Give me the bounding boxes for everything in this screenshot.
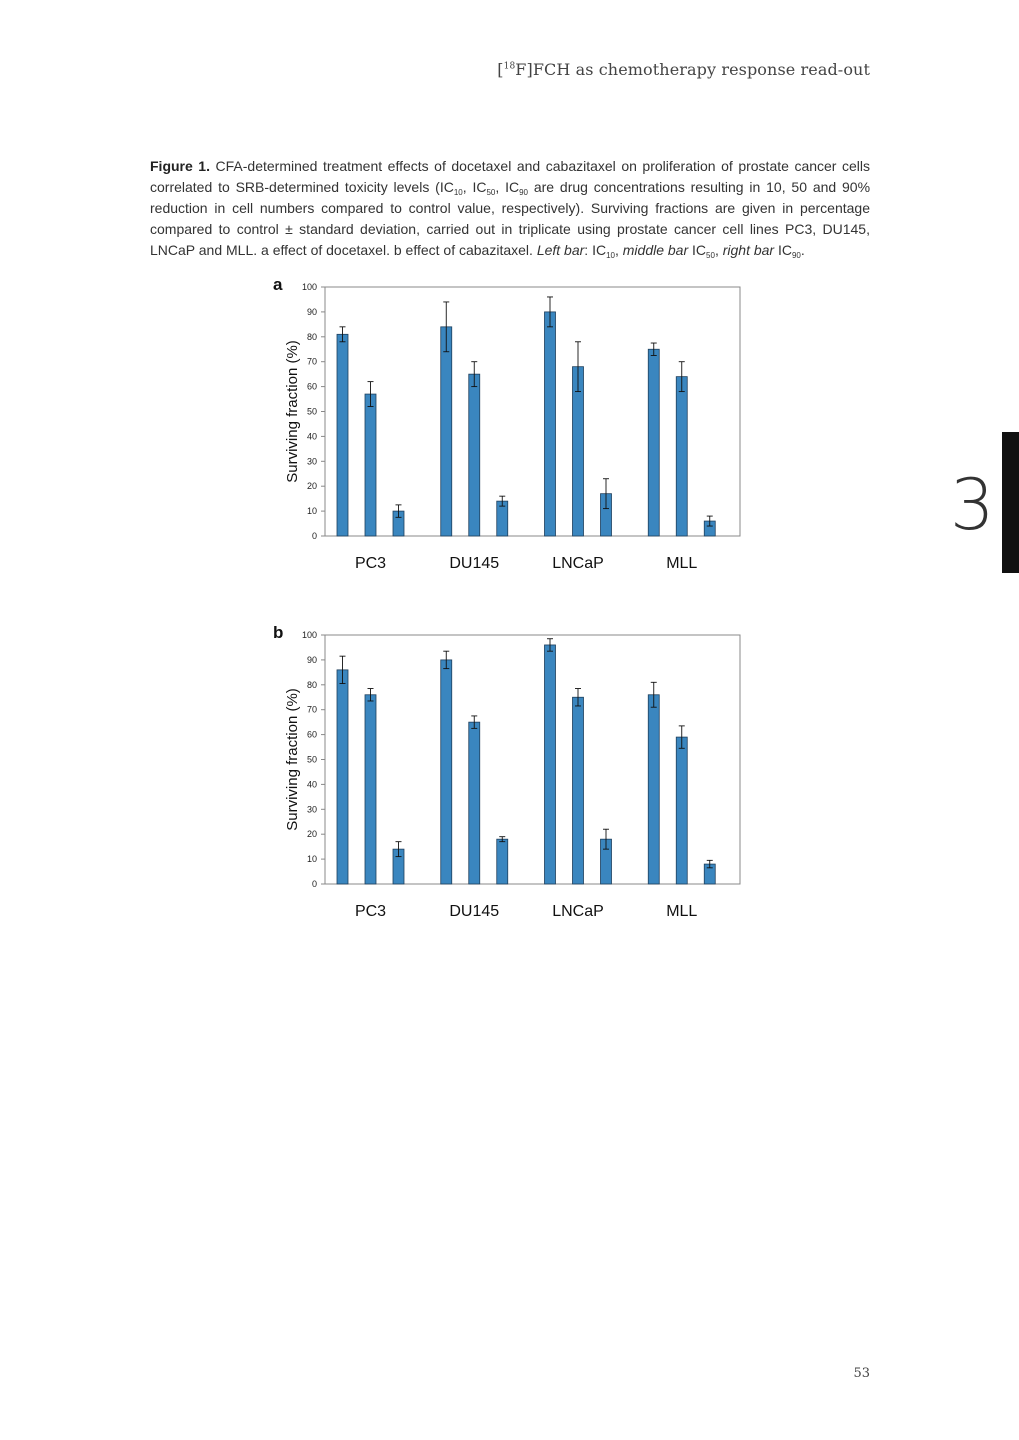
y-tick-label: 0 xyxy=(311,879,317,889)
y-tick-label: 70 xyxy=(306,356,317,367)
bar xyxy=(441,660,452,884)
caption-sep-1: , IC xyxy=(462,179,487,195)
y-tick-label: 50 xyxy=(306,754,317,765)
caption-text-7: IC xyxy=(774,242,792,258)
caption-text-3: : IC xyxy=(584,242,607,258)
y-tick-label: 20 xyxy=(306,481,317,492)
y-tick-label: 100 xyxy=(301,282,317,292)
running-header-superscript: 18 xyxy=(503,61,516,72)
chapter-tab xyxy=(1002,432,1019,573)
bar xyxy=(676,377,687,536)
y-axis-label: Surviving fraction (%) xyxy=(284,340,301,483)
chapter-number: 3 xyxy=(950,464,995,546)
y-tick-label: 90 xyxy=(306,306,317,317)
caption-middle-bar: middle bar xyxy=(622,242,689,258)
figure-caption xyxy=(150,156,870,261)
caption-text-1: CFA-determined treatment effects of docetaxel and cabazitaxel on proliferation of prostate cancer cells correlated to SRB-determined toxicity levels (IC xyxy=(150,158,870,195)
caption-sub-3: 90 xyxy=(519,188,529,197)
bar xyxy=(676,737,687,884)
chart-panel-a xyxy=(265,272,755,572)
y-tick-label: 0 xyxy=(311,531,317,541)
bar xyxy=(365,695,376,884)
y-tick-label: 90 xyxy=(306,654,317,665)
caption-right-bar: right bar xyxy=(722,242,775,258)
y-tick-label: 30 xyxy=(306,804,317,815)
bar xyxy=(469,374,480,536)
bar xyxy=(545,312,556,536)
chart-panel-b xyxy=(265,620,755,920)
bar xyxy=(497,839,508,884)
category-label: MLL xyxy=(666,903,698,920)
bar xyxy=(573,367,584,536)
bar xyxy=(337,670,348,884)
bar xyxy=(441,327,452,536)
category-label: DU145 xyxy=(449,555,500,572)
y-tick-label: 70 xyxy=(306,704,317,715)
running-header xyxy=(497,60,870,79)
y-tick-label: 30 xyxy=(306,456,317,467)
y-tick-label: 100 xyxy=(301,630,317,640)
category-label: PC3 xyxy=(354,903,387,920)
y-tick-label: 40 xyxy=(306,779,317,790)
caption-sep-2: , IC xyxy=(495,179,520,195)
figure-label: Figure 1. xyxy=(150,158,210,174)
caption-sub-6: 90 xyxy=(791,251,801,260)
y-tick-label: 10 xyxy=(306,506,317,517)
y-tick-label: 80 xyxy=(306,679,317,690)
caption-text-8: . xyxy=(800,242,805,258)
caption-text-2: are drug concentrations resulting in 10, 50 and 90% reduction in cell numbers compared to control value, respectively). Surviving fractions are given in percentage compared to control ± standard deviation, carried out in triplicate using prostate cancer cell lines PC3, DU145, LNCaP and MLL. a effect of docetaxel. b effect of cabazitaxel. xyxy=(150,179,871,258)
bar xyxy=(365,394,376,536)
running-header-prefix: [ xyxy=(497,60,504,79)
bar xyxy=(648,695,659,884)
caption-text-6: , xyxy=(714,242,723,258)
y-tick-label: 10 xyxy=(306,854,317,865)
chart-b-svg xyxy=(265,620,755,920)
bar xyxy=(648,349,659,536)
bar xyxy=(337,334,348,536)
y-tick-label: 50 xyxy=(306,406,317,417)
bar xyxy=(469,722,480,884)
category-label: DU145 xyxy=(449,903,500,920)
y-tick-label: 60 xyxy=(306,381,317,392)
panel-letter: b xyxy=(273,623,284,642)
caption-text-4: , xyxy=(614,242,623,258)
category-label: PC3 xyxy=(354,555,387,572)
panel-letter: a xyxy=(273,275,283,294)
bar xyxy=(545,645,556,884)
y-tick-label: 20 xyxy=(306,829,317,840)
category-label: LNCaP xyxy=(552,903,604,920)
caption-sub-5: 50 xyxy=(706,251,715,260)
y-tick-label: 40 xyxy=(306,431,317,442)
caption-sub-2: 50 xyxy=(486,188,496,197)
category-label: LNCaP xyxy=(552,555,604,572)
y-axis-label: Surviving fraction (%) xyxy=(284,688,301,831)
caption-left-bar: Left bar xyxy=(536,242,585,258)
chart-a-svg xyxy=(265,272,755,572)
y-tick-label: 80 xyxy=(306,331,317,342)
caption-text-5: IC xyxy=(688,242,707,258)
caption-sub-4: 10 xyxy=(606,251,615,260)
page-number: 53 xyxy=(853,1366,870,1381)
caption-sub-1: 10 xyxy=(453,188,463,197)
running-header-title: F]FCH as chemotherapy response read-out xyxy=(515,60,870,79)
bar xyxy=(573,697,584,884)
y-tick-label: 60 xyxy=(306,729,317,740)
category-label: MLL xyxy=(666,555,698,572)
